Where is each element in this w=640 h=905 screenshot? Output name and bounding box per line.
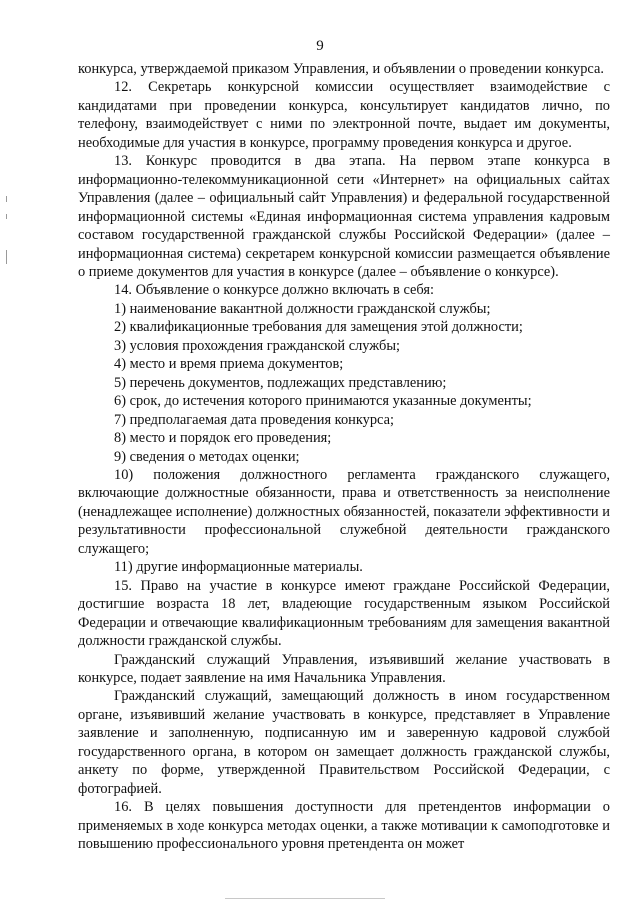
paragraph: 16. В целях повышения доступности для претендентов информации о применяемых в ходе конкурса методах оценки, а также мотивации к самоподготовке и повышению профессионального уровня претендента он может (78, 799, 610, 853)
list-item: 6) срок, до истечения которого принимаются указанные документы; (114, 393, 532, 410)
paragraph: 14. Объявление о конкурсе должно включать в себя: (114, 282, 434, 299)
scan-edge-mark (6, 196, 7, 202)
paragraph: конкурса, утверждаемой приказом Управления, и объявлении о проведении конкурса. (78, 61, 604, 77)
scan-edge-mark (6, 250, 7, 264)
list-item: 11) другие информационные материалы. (114, 559, 363, 576)
list-item: 9) сведения о методах оценки; (114, 448, 300, 465)
scan-edge-mark (6, 214, 7, 219)
list-item: 4) место и время приема документов; (114, 356, 344, 373)
scan-bottom-line (225, 898, 385, 899)
list-item: 3) условия прохождения гражданской службы; (114, 337, 401, 354)
list-item: 10) положения должностного регламента гражданского служащего, включающие должностные обязанности, права и ответственность за неисполнение (ненадлежащее исполнение) должностных обязанностей, показатели эффективности и результативности профессиональной служебной деятельности гражданского служащего; (78, 466, 610, 557)
paragraph: 12. Секретарь конкурсной комиссии осуществляет взаимодействие с кандидатами при проведении конкурса, консультирует кандидатов лично, по телефону, взаимодействует с ними по электронной почте, выдает им документы, необходимые для участия в конкурсе, программу проведения конкурса и другое. (78, 79, 610, 151)
list-item: 8) место и порядок его проведения; (114, 430, 332, 447)
list-item: 2) квалификационные требования для замещения этой должности; (114, 319, 523, 336)
paragraph: 15. Право на участие в конкурсе имеют граждане Российской Федерации, достигшие возраста 18 лет, владеющие государственным языком Российской Федерации и отвечающие квалификационным требованиям для замещения вакантной должности гражданской службы. (78, 577, 610, 650)
paragraph: Гражданский служащий Управления, изъявивший желание участвовать в конкурсе, подает заявление на имя Начальника Управления. (78, 651, 610, 686)
list-item: 5) перечень документов, подлежащих представлению; (114, 374, 447, 391)
paragraph: 13. Конкурс проводится в два этапа. На первом этапе конкурса в информационно-телекоммуникационной сети «Интернет» на официальных сайтах Управления (далее – официальный сайт Управления) и федеральной государственной информационной системы «Единая информационная система управления кадровым составом государственной гражданской службы Российской Федерации» (далее – информационная система) секретарем конкурсной комиссии размещается объявление о приеме документов для участия в конкурсе (далее – объявление о конкурсе). (78, 153, 610, 280)
document-body (78, 60, 610, 853)
list-item: 7) предполагаемая дата проведения конкурса; (114, 411, 394, 428)
paragraph: Гражданский служащий, замещающий должность в ином государственном органе, изъявивший желание участвовать в конкурсе, представляет в Управление заявление и заполненную, подписанную им и заверенную кадровой службой государственного органа, в котором он замещает должность гражданской службы, анкету по форме, утвержденной Правительством Российской Федерации, с фотографией. (78, 688, 610, 797)
page-number: 9 (316, 38, 324, 54)
list-item: 1) наименование вакантной должности гражданской службы; (114, 300, 491, 317)
